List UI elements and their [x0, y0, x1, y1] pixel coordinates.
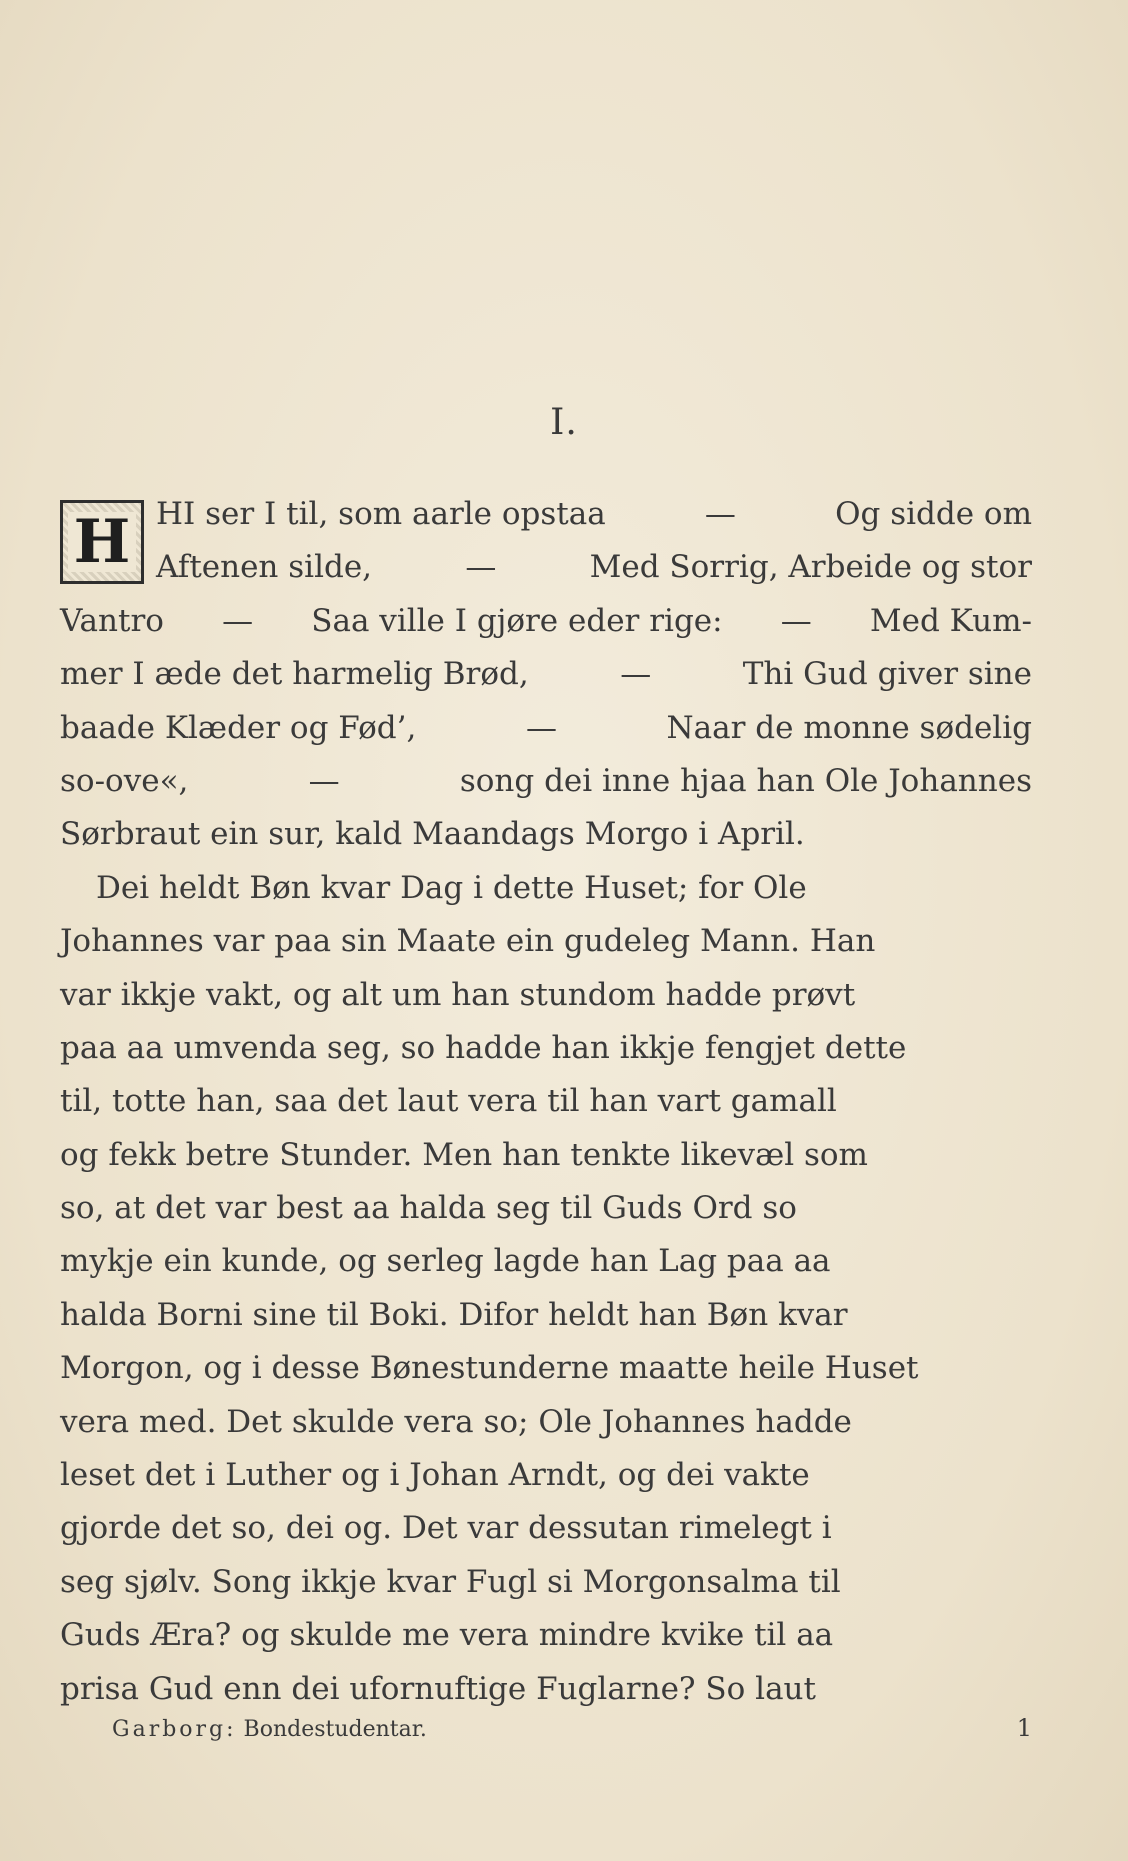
- text-segment: —: [620, 656, 652, 693]
- text-segment: Guds Æra? og skulde me vera mindre kvike til aa: [60, 1617, 834, 1654]
- text-segment: leset det i Luther og i Johan Arndt, og dei vakte: [60, 1457, 810, 1494]
- text-line: [60, 1235, 1032, 1288]
- text-segment: til, totte han, saa det laut vera til han vart gamall: [60, 1083, 837, 1120]
- text-segment: prisa Gud enn dei ufornuftige Fuglarne? So laut: [60, 1670, 816, 1707]
- text-line: [60, 648, 1032, 701]
- page-number: 1: [1016, 1714, 1032, 1742]
- text-segment: Thi Gud giver sine: [742, 656, 1032, 693]
- text-segment: og fekk betre Stunder. Men han tenkte likevæl som: [60, 1136, 868, 1173]
- text-segment: Med Sorrig, Arbeide og stor: [589, 549, 1032, 586]
- text-segment: Og sidde om: [835, 496, 1032, 532]
- text-segment: —: [780, 602, 812, 639]
- text-segment: Aftenen silde,: [156, 549, 373, 586]
- text-segment: baade Klæder og Fød’,: [60, 709, 417, 746]
- text-line: [60, 1289, 1032, 1342]
- text-segment: Vantro: [60, 602, 164, 639]
- text-line: [60, 1129, 1032, 1182]
- text-segment: paa aa umvenda seg, so hadde han ikkje fengjet dette: [60, 1029, 907, 1066]
- text-body: [60, 488, 1032, 1716]
- text-segment: seg sjølv. Song ikkje kvar Fugl si Morgonsalma til: [60, 1563, 841, 1600]
- text-line: [60, 1022, 1032, 1075]
- initial-letter: H: [68, 512, 137, 572]
- text-line: [60, 1075, 1032, 1128]
- text-line: [60, 1396, 1032, 1449]
- text-line: [60, 1609, 1032, 1662]
- text-line: [156, 541, 1032, 594]
- text-segment: mer I æde det harmelig Brød,: [60, 656, 529, 693]
- text-segment: Morgon, og i desse Bønestunderne maatte heile Huset: [60, 1350, 919, 1387]
- text-line: [60, 702, 1032, 755]
- text-line: [60, 862, 1032, 915]
- text-line: [60, 1449, 1032, 1502]
- text-line: [60, 595, 1032, 648]
- text-line: [60, 808, 1032, 861]
- text-segment: var ikkje vakt, og alt um han stundom hadde prøvt: [60, 976, 856, 1013]
- text-segment: Med Kum-: [869, 602, 1032, 639]
- text-segment: —: [704, 496, 736, 532]
- text-line: [156, 488, 1032, 541]
- text-segment: mykje ein kunde, og serleg lagde han Lag paa aa: [60, 1243, 831, 1280]
- text-line: [60, 969, 1032, 1022]
- decorative-initial: [60, 500, 144, 584]
- text-segment: gjorde det so, dei og. Det var dessutan rimelegt i: [60, 1510, 832, 1547]
- text-line: [60, 1663, 1032, 1716]
- text-segment: so, at det var best aa halda seg til Guds Ord so: [60, 1190, 797, 1227]
- text-segment: —: [525, 709, 557, 746]
- text-segment: HI ser I til, som aarle opstaa: [156, 496, 606, 532]
- text-line: [60, 915, 1032, 968]
- text-line: [60, 755, 1032, 808]
- text-segment: Saa ville I gjøre eder rige:: [311, 602, 723, 639]
- page-footer: [112, 1714, 1032, 1742]
- text-line: [60, 1556, 1032, 1609]
- text-segment: Johannes var paa sin Maate ein gudeleg Mann. Han: [60, 923, 876, 960]
- text-line: [60, 1502, 1032, 1555]
- text-segment: so-ove«,: [60, 762, 189, 799]
- text-segment: halda Borni sine til Boki. Difor heldt han Bøn kvar: [60, 1296, 848, 1333]
- text-segment: Sørbraut ein sur, kald Maandags Morgo i April.: [60, 816, 805, 853]
- text-segment: song dei inne hjaa han Ole Johannes: [459, 762, 1032, 799]
- text-segment: —: [465, 549, 497, 586]
- footer-signature: [112, 1717, 427, 1742]
- text-line: [60, 1342, 1032, 1395]
- footer-title: Bondestudentar.: [243, 1717, 427, 1742]
- chapter-heading: I.: [550, 402, 578, 443]
- text-segment: —: [222, 602, 254, 639]
- footer-author: Garborg:: [112, 1717, 237, 1742]
- text-segment: —: [308, 762, 340, 799]
- text-lines: [60, 488, 1032, 1716]
- text-segment: Naar de monne sødelig: [666, 709, 1032, 746]
- text-line: [60, 1182, 1032, 1235]
- text-segment: Dei heldt Bøn kvar Dag i dette Huset; for Ole: [96, 869, 807, 906]
- text-segment: vera med. Det skulde vera so; Ole Johannes hadde: [60, 1403, 852, 1440]
